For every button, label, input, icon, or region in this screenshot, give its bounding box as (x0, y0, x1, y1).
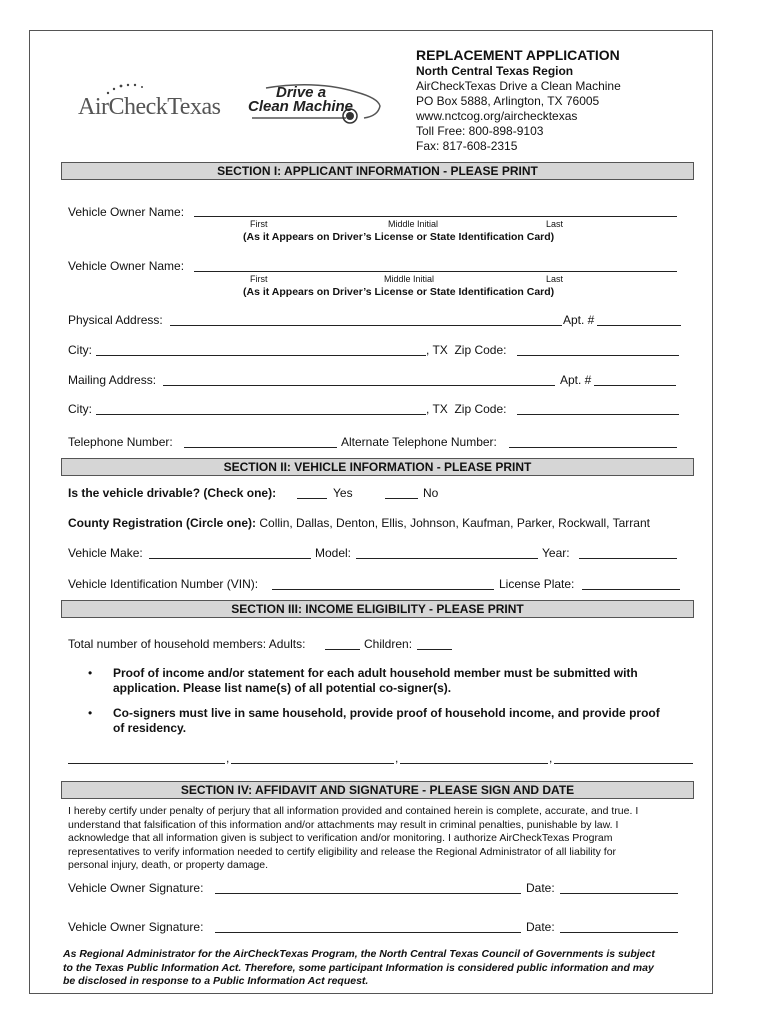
county-options[interactable]: Collin, Dallas, Denton, Ellis, Johnson, Kaufman, Parker, Rockwall, Tarrant (259, 516, 650, 530)
id-note-1: (As it Appears on Driver’s License or State Identification Card) (243, 231, 555, 243)
children-field[interactable] (417, 649, 452, 650)
middle-label-1: Middle Initial (388, 219, 439, 229)
cosigner-field-4[interactable] (554, 763, 693, 764)
apt-label-2: Apt. # (560, 373, 592, 387)
bullet-2-line-1: Co-signers must live in same household, provide proof of household income, and provide proof (113, 706, 660, 720)
signature-field-2[interactable] (215, 932, 521, 933)
affidavit-line-5: personal injury, death, or property damage. (68, 859, 269, 871)
alternate-telephone-field[interactable] (509, 447, 677, 448)
household-adults-label: Total number of household members: Adults: (68, 637, 306, 651)
comma-3: , (549, 751, 553, 765)
middle-label-2: Middle Initial (384, 274, 435, 284)
affidavit-line-4: representatives to verify information needed to certify eligibility and release the Regional Administrator of all liability for (68, 845, 617, 858)
cosigner-field-2[interactable] (231, 763, 394, 764)
bullet-2-line-2: of residency. (113, 721, 187, 735)
section-2-header: SECTION II: VEHICLE INFORMATION - PLEASE PRINT (61, 458, 694, 476)
drivable-label: Is the vehicle drivable? (Check one): (68, 486, 277, 500)
signature-label-1: Vehicle Owner Signature: (68, 881, 204, 895)
adults-field[interactable] (325, 649, 360, 650)
bullet-2-icon: • (88, 706, 93, 720)
toll-free: Toll Free: 800-898-9103 (416, 124, 544, 138)
region: North Central Texas Region (416, 64, 574, 78)
city-label-2: City: (68, 402, 92, 416)
date-label-2: Date: (526, 920, 555, 934)
bullet-1-line-1: Proof of income and/or statement for each adult household member must be submitted with (113, 666, 638, 680)
make-field[interactable] (149, 558, 311, 559)
owner-name-label-2: Vehicle Owner Name: (68, 259, 185, 273)
affidavit-line-3: acknowledge that all information given is subject to verification and/or monitoring. I authorize AirCheckTexas Program (68, 832, 613, 844)
logo-line-2: Clean Machine (248, 98, 354, 115)
county-label: County Registration (Circle one): (68, 516, 257, 530)
notice-line-3: be disclosed in response to a Public Information Act request. (63, 975, 369, 987)
last-label-1: Last (546, 219, 564, 229)
cosigner-field-1[interactable] (68, 763, 225, 764)
first-label-2: First (250, 274, 268, 284)
last-label-2: Last (546, 274, 564, 284)
affidavit-line-2: understand that falsification of this information and/or attachments may result in criminal penalties, punishable by law. I (68, 818, 619, 831)
drivable-no-check[interactable] (385, 498, 418, 499)
logo-line-1: Drive a (276, 84, 327, 101)
notice-line-1: As Regional Administrator for the AirCheckTexas Program, the North Central Texas Council of Governments is subject (63, 948, 655, 960)
bullet-2-text (113, 706, 660, 736)
form-title: REPLACEMENT APPLICATION (416, 47, 620, 63)
fax: Fax: 817-608-2315 (416, 139, 518, 153)
year-field[interactable] (579, 558, 677, 559)
mailing-address-field[interactable] (163, 385, 555, 386)
owner-name-field-1[interactable] (194, 216, 677, 217)
yes-label: Yes (333, 486, 353, 500)
date-label-1: Date: (526, 881, 555, 895)
first-label-1: First (250, 219, 268, 229)
make-label: Vehicle Make: (68, 546, 143, 560)
license-plate-label: License Plate: (499, 577, 575, 591)
drivable-yes-check[interactable] (297, 498, 327, 499)
comma-1: , (226, 751, 230, 765)
cosigner-field-3[interactable] (400, 763, 548, 764)
mailing-address-label: Mailing Address: (68, 373, 157, 387)
no-label: No (423, 486, 439, 500)
apt-label-1: Apt. # (563, 313, 595, 327)
city-field-2[interactable] (96, 414, 426, 415)
tx-zip-label-1: , TX Zip Code: (426, 343, 507, 357)
website: www.nctcog.org/airchecktexas (416, 109, 578, 123)
header-info (416, 47, 621, 154)
zip-field-2[interactable] (517, 414, 679, 415)
signature-field-1[interactable] (215, 893, 521, 894)
owner-name-label-1: Vehicle Owner Name: (68, 205, 185, 219)
drive-a-clean-machine-logo (246, 82, 386, 130)
airchecktexas-wordmark: AirCheckTexas (78, 94, 221, 120)
physical-address-field[interactable] (170, 325, 562, 326)
vin-field[interactable] (272, 589, 494, 590)
date-field-1[interactable] (560, 893, 678, 894)
zip-field-1[interactable] (517, 355, 679, 356)
airchecktexas-logo (78, 82, 238, 122)
bullet-1-line-2: application. Please list name(s) of all potential co-signer(s). (113, 681, 452, 695)
section-3-header: SECTION III: INCOME ELIGIBILITY - PLEASE PRINT (61, 600, 694, 618)
city-field-1[interactable] (96, 355, 426, 356)
tx-zip-label-2: , TX Zip Code: (426, 402, 507, 416)
vin-label: Vehicle Identification Number (VIN): (68, 577, 259, 591)
section-4-header: SECTION IV: AFFIDAVIT AND SIGNATURE - PLEASE SIGN AND DATE (61, 781, 694, 799)
model-field[interactable] (356, 558, 538, 559)
license-plate-field[interactable] (582, 589, 680, 590)
signature-label-2: Vehicle Owner Signature: (68, 920, 204, 934)
apt-field-1[interactable] (597, 325, 681, 326)
year-label: Year: (542, 546, 570, 560)
address-line-1: AirCheckTexas Drive a Clean Machine (416, 79, 621, 93)
id-note-2: (As it Appears on Driver’s License or State Identification Card) (243, 286, 555, 298)
owner-name-field-2[interactable] (194, 271, 677, 272)
county-row (68, 516, 650, 530)
physical-address-label: Physical Address: (68, 313, 163, 327)
address-line-2: PO Box 5888, Arlington, TX 76005 (416, 94, 600, 108)
public-info-notice (63, 948, 655, 989)
affidavit-line-1: I hereby certify under penalty of perjury that all information provided and contained herein is complete, accurate, and true. I (68, 805, 639, 817)
bullet-1-icon: • (88, 666, 93, 680)
date-field-2[interactable] (560, 932, 678, 933)
section-1-header: SECTION I: APPLICANT INFORMATION - PLEASE PRINT (61, 162, 694, 180)
notice-line-2: to the Texas Public Information Act. Therefore, some participant Information is considered public information and may (63, 961, 654, 974)
model-label: Model: (315, 546, 352, 560)
apt-field-2[interactable] (594, 385, 676, 386)
telephone-label: Telephone Number: (68, 435, 173, 449)
bullet-1-text (113, 666, 638, 696)
comma-2: , (395, 751, 399, 765)
alternate-telephone-label: Alternate Telephone Number: (341, 435, 497, 449)
city-label-1: City: (68, 343, 92, 357)
children-label: Children: (364, 637, 413, 651)
telephone-field[interactable] (184, 447, 337, 448)
affidavit-text (68, 805, 698, 873)
